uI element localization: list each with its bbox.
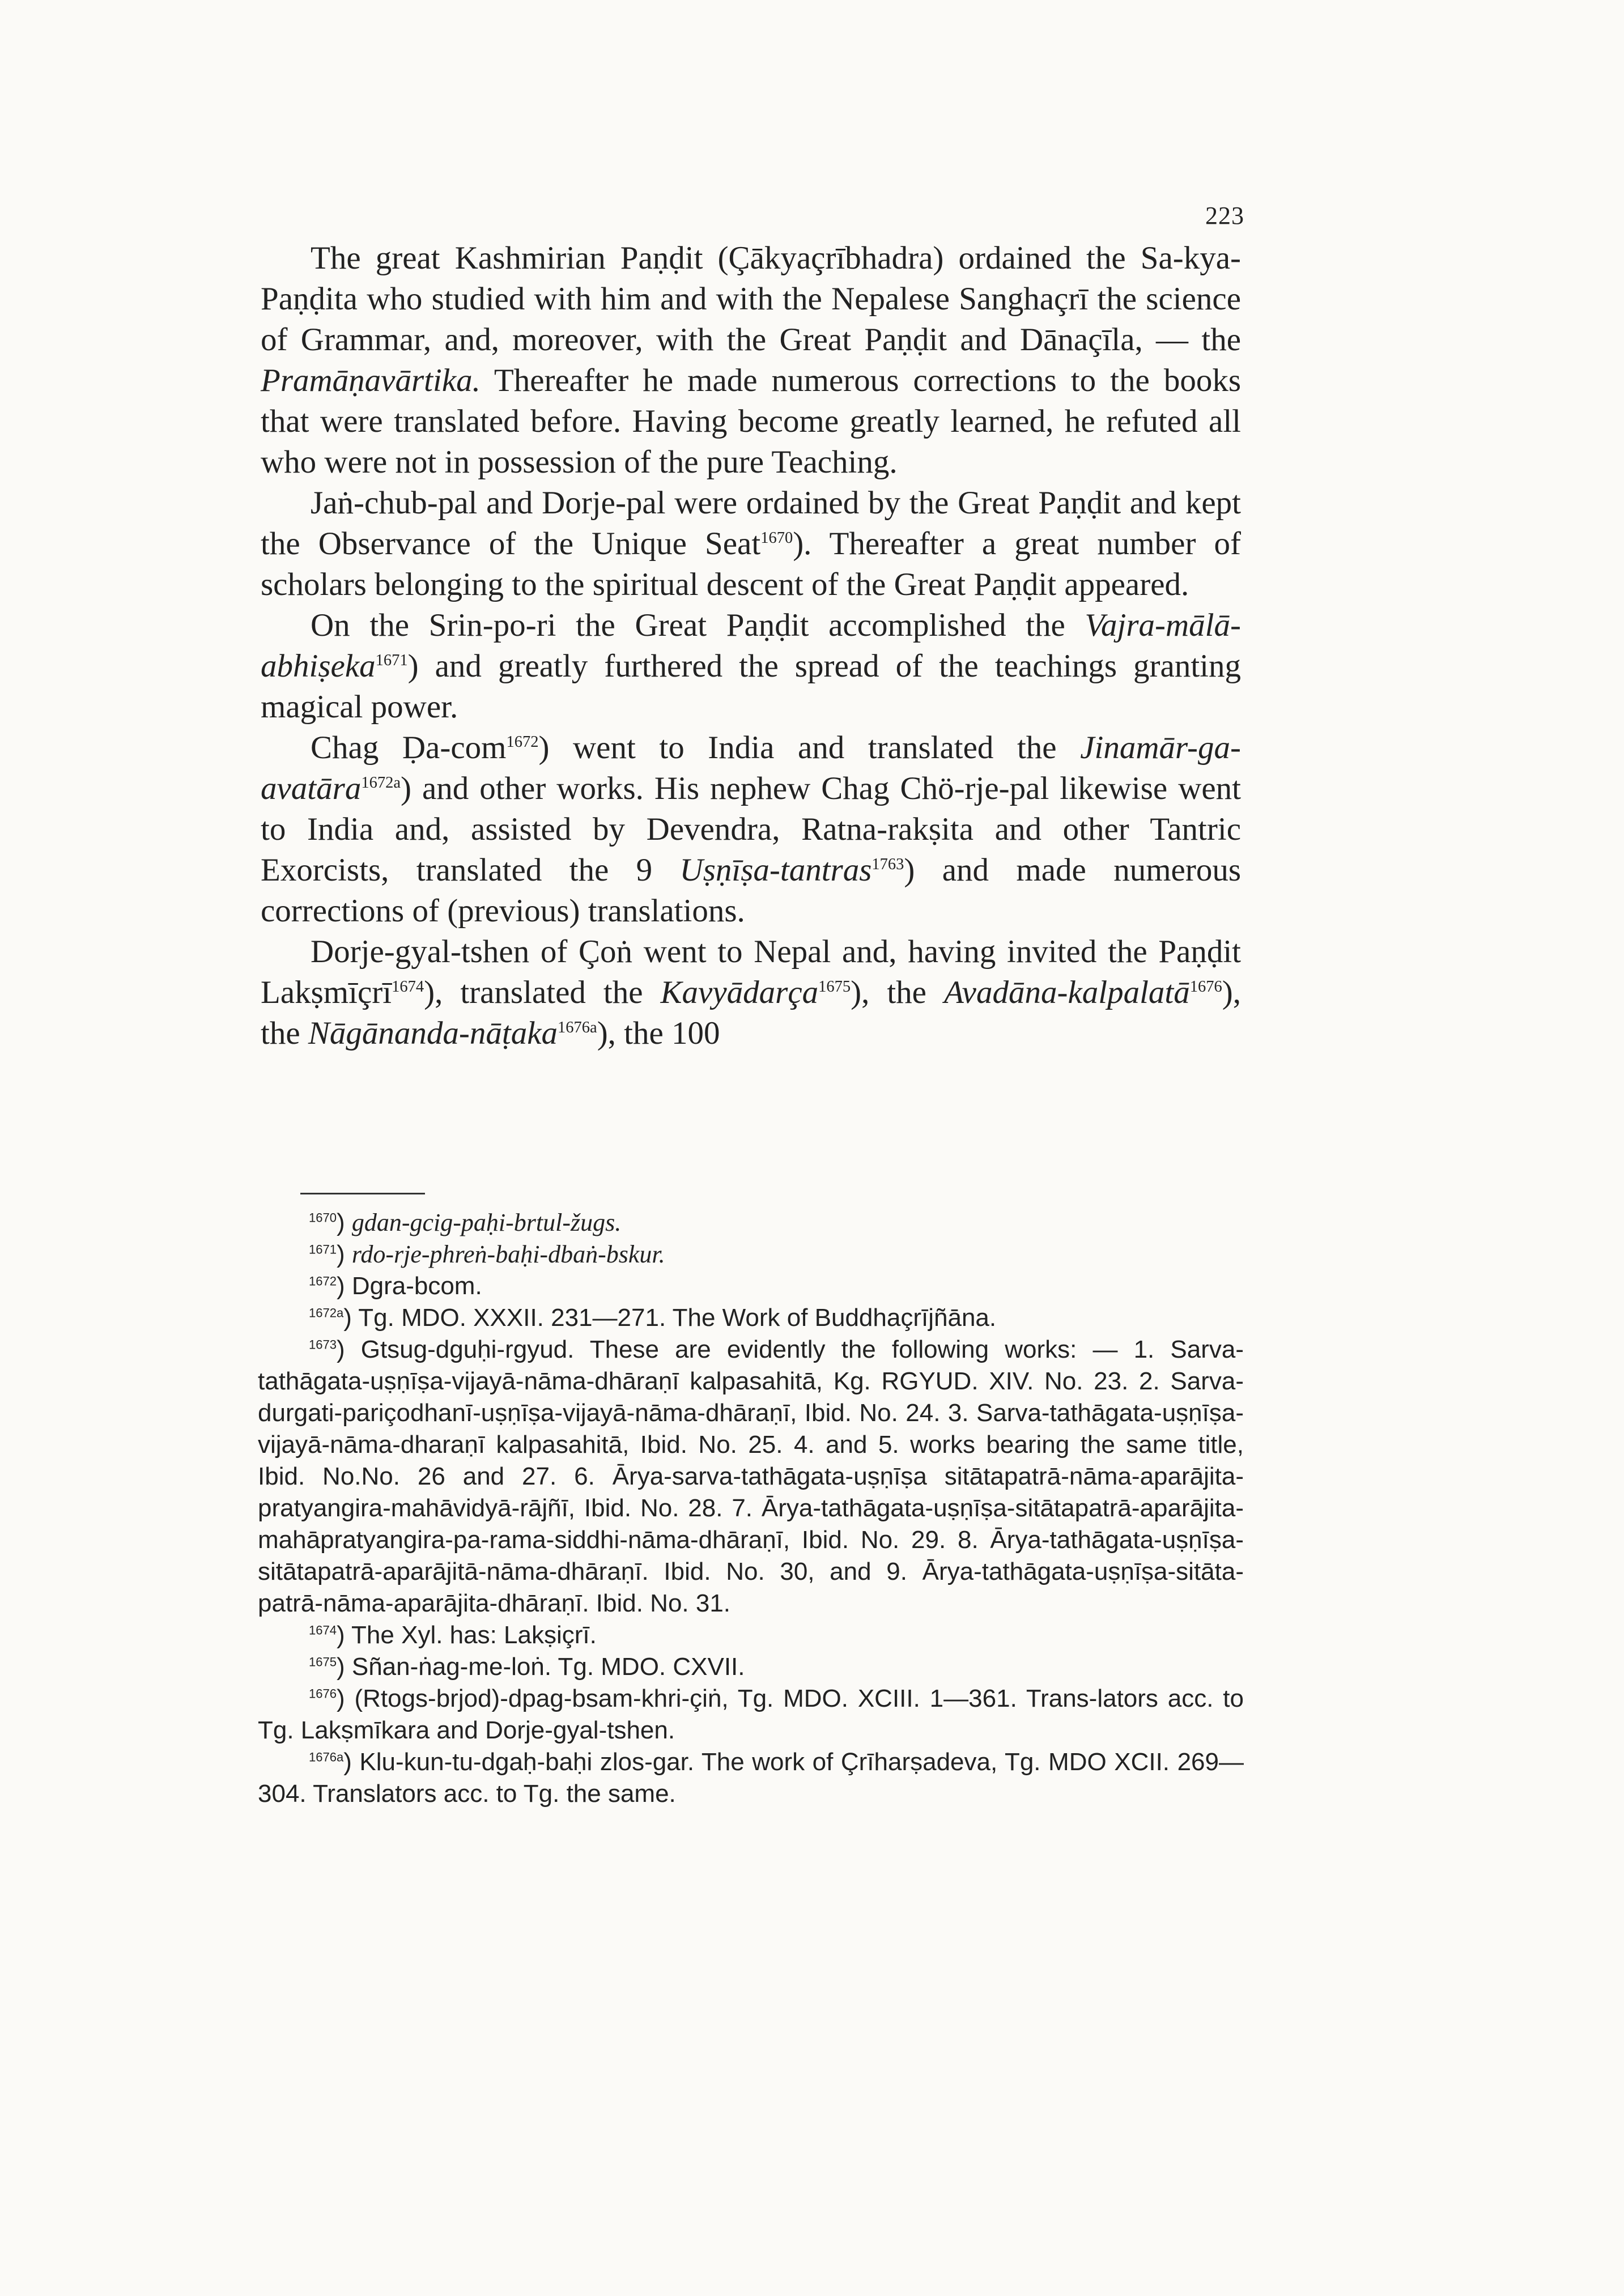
footnote-mark: 1672 <box>309 1274 337 1289</box>
footnote-1671: $^{1671}$) rdo-rje-phreṅ-baḥi-dbaṅ-bskur. <box>309 1240 665 1268</box>
title-italic: Pramāṇavārtika. <box>261 363 481 398</box>
footnote-1676a: $^{1676a}$) Klu-kun-tu-dgaḥ-baḥi zlos-gar. The work of Çrīharṣadeva, Tg. MDO XCII. 269—304. Translators acc. to Tg. the same. <box>258 1748 1244 1808</box>
footnote-1676: $^{1676}$) (Rtogs-brjod)-dpag-bsam-khri-çiṅ, Tg. MDO. XCIII. 1—361. Trans-lators acc. to Tg. Lakṣmīkara and Dorje-gyal-tshen. <box>258 1685 1244 1744</box>
title-italic: Vajra-mālā-abhiṣeka <box>261 607 1241 684</box>
footnote-text: rdo-rje-phreṅ-baḥi-dbaṅ-bskur. <box>351 1240 665 1268</box>
footnote-ref: 1763 <box>871 856 904 873</box>
footnote-ref: 1671 <box>375 652 408 669</box>
footnote-1673: $^{1673}$) Gtsug-dguḥi-rgyud. These are evidently the following works: — 1. Sarva-tathāgata-uṣṇīṣa-vijayā-nāma-dhāraṇī kalpasahitā, Kg. RGYUD. XIV. No. 23. 2. Sarva-durgati-pariçodhanī-uṣṇīṣa-vijayā-nāma-dhāraṇī, Ibid. No. 24. 3. Sarva-tathāgata-uṣṇīṣa-vijayā-nāma-dharaṇī kalpasahitā, Ibid. No. 25. 4. and 5. works bearing the same title, Ibid. No.No. 26 and 27. 6. Ārya-sarva-tathāgata-uṣṇīṣa sitātapatrā-nāma-aparājita-pratyangira-mahāvidyā-rājñī, Ibid. No. 28. 7. Ārya-tathāgata-uṣṇīṣa-sitātapatrā-aparājita-mahāpratyangira-pa-rama-siddhi-nāma-dhāraṇī, Ibid. No. 29. 8. Ārya-tathāgata-uṣṇīṣa-sitātapatrā-aparājitā-nāma-dhāraṇī. Ibid. No. 30, and 9. Ārya-tathāgata-uṣṇīṣa-sitāta-patrā-nāma-aparājita-dhāraṇī. Ibid. No. 31. <box>258 1336 1244 1617</box>
footnote-1675: $^{1675}$) Sñan-ṅag-me-loṅ. Tg. MDO. CXVII. <box>309 1653 745 1681</box>
text-span: Chag Ḍa-com <box>311 730 507 766</box>
text-span: The great Kashmirian Paṇḍit (Çākyaçrībhadra) ordained the Sa-kya-Paṇḍita who studied with him and with the Nepalese Sanghaçrī the science of Grammar, and, moreover, with the Great Paṇḍit and Dānaçīla, — the <box>261 240 1241 358</box>
footnote-mark: 1672a <box>309 1306 344 1320</box>
footnote-mark: 1675 <box>309 1655 337 1669</box>
footnote-mark: 1676 <box>309 1686 337 1701</box>
footnote-text: Tg. MDO. XXXII. 231—271. The Work of Buddhaçrījñāna. <box>358 1304 997 1332</box>
footnote-text: gdan-gcig-paḥi-brtul-žugs. <box>351 1209 622 1236</box>
footnote-ref: 1672 <box>506 733 539 751</box>
paragraph-4 <box>261 728 1241 932</box>
title-italic: Jinamār-ga-avatāra <box>261 730 1241 806</box>
text-span: ), the 100 <box>597 1015 720 1051</box>
paragraph-2 <box>261 483 1241 605</box>
text-span: ). Thereafter a great number of scholars belonging to the spiritual descent of the Great Paṇḍit appeared. <box>261 526 1241 602</box>
footnote-ref: 1676 <box>1189 978 1222 996</box>
text-span: ), the <box>261 975 1241 1051</box>
footnote-mark: 1671 <box>309 1242 337 1257</box>
footnote-text: The Xyl. has: Lakṣiçrī. <box>351 1621 597 1649</box>
text-span: ) and other works. His nephew Chag Chö-rje-pal likewise went to India and, assisted by Devendra, Ratna-rakṣita and other Tantric Exorcists, translated the 9 <box>261 771 1241 888</box>
title-italic: Uṣṇīṣa-tantras <box>679 852 872 888</box>
footnote-ref: 1675 <box>818 978 851 996</box>
footnote-divider <box>300 1193 425 1194</box>
title-italic: Avadāna-kalpalatā <box>943 975 1190 1010</box>
body-text <box>261 238 1241 1054</box>
footnote-1670: $^{1670}$) gdan-gcig-paḥi-brtul-žugs. <box>309 1209 622 1236</box>
text-span: ) went to India and translated the <box>538 730 1081 766</box>
footnote-1672: $^{1672}$) Dgra-bcom. <box>309 1272 482 1300</box>
title-italic: Nāgānanda-nāṭaka <box>308 1015 558 1051</box>
footnotes <box>258 1207 1244 1810</box>
footnote-mark: 1674 <box>309 1623 337 1638</box>
text-span: ), the <box>851 975 944 1010</box>
text-span: ) and greatly furthered the spread of the teachings granting magical power. <box>261 648 1241 725</box>
paragraph-1 <box>261 238 1241 483</box>
footnote-mark: 1673 <box>309 1337 337 1352</box>
footnote-text: Gtsug-dguḥi-rgyud. These are evidently the following works: — 1. Sarva-tathāgata-uṣṇīṣa-vijayā-nāma-dhāraṇī kalpasahitā, Kg. RGYUD. XIV. No. 23. 2. Sarva-durgati-pariçodhanī-uṣṇīṣa-vijayā-nāma-dhāraṇī, Ibid. No. 24. 3. Sarva-tathāgata-uṣṇīṣa-vijayā-nāma-dharaṇī kalpasahitā, Ibid. No. 25. 4. and 5. works bearing the same title, Ibid. No.No. 26 and 27. 6. Ārya-sarva-tathāgata-uṣṇīṣa sitātapatrā-nāma-aparājita-pratyangira-mahāvidyā-rājñī, Ibid. No. 28. 7. Ārya-tathāgata-uṣṇīṣa-sitātapatrā-aparājita-mahāpratyangira-pa-rama-siddhi-nāma-dhāraṇī, Ibid. No. 29. 8. Ārya-tathāgata-uṣṇīṣa-sitātapatrā-aparājitā-nāma-dhāraṇī. Ibid. No. 30, and 9. Ārya-tathāgata-uṣṇīṣa-sitāta-patrā-nāma-aparājita-dhāraṇī. Ibid. No. 31. <box>258 1336 1244 1617</box>
footnote-mark: 1676a <box>309 1750 344 1764</box>
text-span: ), translated the <box>424 975 661 1010</box>
footnote-ref: 1672a <box>361 774 401 792</box>
footnote-mark: 1670 <box>309 1210 337 1225</box>
paragraph-3 <box>261 605 1241 728</box>
text-span: On the Srin-po-ri the Great Paṇḍit accomplished the <box>311 607 1085 643</box>
footnote-1672a: $^{1672a}$) Tg. MDO. XXXII. 231—271. The Work of Buddhaçrījñāna. <box>309 1304 997 1332</box>
footnote-ref: 1676a <box>558 1019 597 1036</box>
footnote-text: Sñan-ṅag-me-loṅ. Tg. MDO. CXVII. <box>351 1653 745 1681</box>
footnote-ref: 1670 <box>760 529 793 547</box>
footnote-text: Dgra-bcom. <box>351 1272 482 1300</box>
text-span: Dorje-gyal-tshen of Çoṅ went to Nepal and, having invited the Paṇḍit Lakṣmīçrī <box>261 934 1241 1010</box>
page-number: 223 <box>1205 202 1244 229</box>
footnote-ref: 1674 <box>392 978 424 996</box>
footnote-text: (Rtogs-brjod)-dpag-bsam-khri-çiṅ, Tg. MDO. XCIII. 1—361. Trans-lators acc. to Tg. Lakṣmīkara and Dorje-gyal-tshen. <box>258 1685 1244 1744</box>
text-span: Jaṅ-chub-pal and Dorje-pal were ordained by the Great Paṇḍit and kept the Observance of the Unique Seat <box>261 485 1241 562</box>
title-italic: Kavyādarça <box>660 975 819 1010</box>
paragraph-5 <box>261 932 1241 1054</box>
text-span: Thereafter he made numerous corrections to the books that were translated before. Having become greatly learned, he refuted all who were not in possession of the pure Teaching. <box>261 363 1241 480</box>
text-span: ) and made numerous corrections of (previous) translations. <box>261 852 1242 929</box>
footnote-1674: $^{1674}$) The Xyl. has: Lakṣiçrī. <box>309 1621 597 1649</box>
footnote-text: Klu-kun-tu-dgaḥ-baḥi zlos-gar. The work of Çrīharṣadeva, Tg. MDO XCII. 269—304. Translators acc. to Tg. the same. <box>258 1748 1244 1808</box>
